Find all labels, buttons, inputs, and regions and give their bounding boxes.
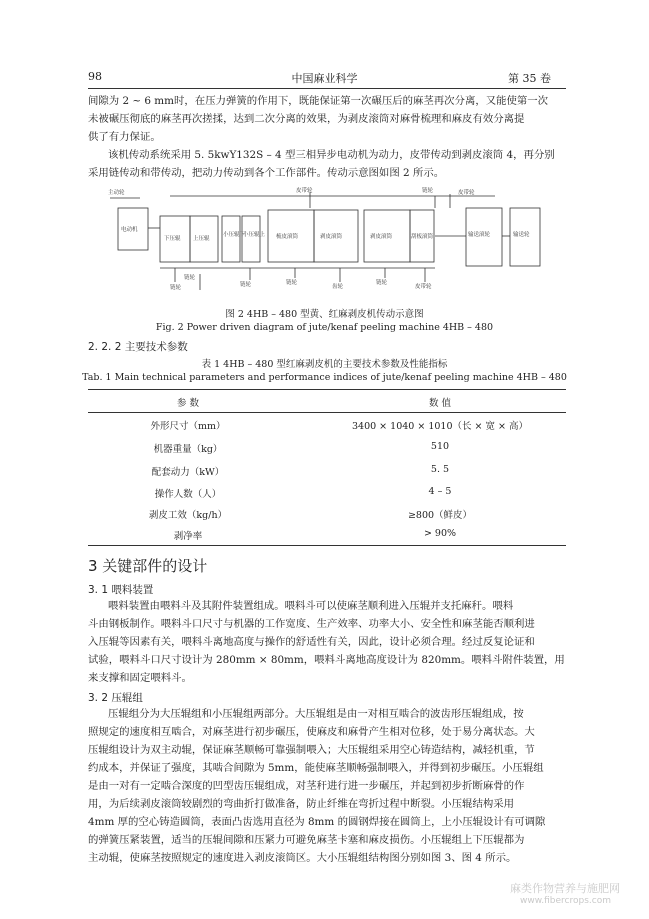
figure-2-caption-en: Fig. 2 Power driven diagram of jute/kenaf peeling machine 4HB – 480 (155, 322, 494, 333)
table-row-6-param: 剥净率 (173, 531, 203, 542)
section-32-line-8: 的弹簧压紧装置，适当的压辊间隙和压紧力可避免麻茎卡塞和麻皮损伤。小压辊组上下压辊都为 (88, 834, 525, 846)
diagram-label-bottom-1: 链轮 (170, 285, 182, 291)
section-222-heading: 2. 2. 2 主要技术参数 (88, 341, 188, 353)
section-32-line-1: 压辊组分为大压辊组和小压辊组两部分。大压辊组是由一对相互啮合的波齿形压辊组成，按 (108, 708, 524, 720)
paragraph-2-line-1: 该机传动系统采用 5. 5kwY132S – 4 型三相异步电动机为动力，皮带传动到剥皮滚筒 4，再分别 (108, 149, 555, 161)
section-32-line-9: 主动辊，使麻茎按照规定的速度进入剥皮滚筒区。大小压辊组结构图分别如图 3、图 4 所示。 (88, 852, 517, 864)
section-31-line-1: 喂料装置由喂料斗及其附件装置组成。喂料斗可以使麻茎顺利进入压辊并支托麻秆。喂料 (108, 600, 514, 612)
section-32-line-4: 约成本，并保证了强度，其啮合间隙为 5mm，能使麻茎顺畅强制喂入，并得到初步碾压。小压辊组 (88, 762, 544, 774)
diagram-label-box-9: 输送滚轮 (468, 232, 491, 238)
header-rule (88, 88, 566, 89)
diagram-label-box-5: 梳皮滚筒 (276, 234, 299, 240)
diagram-label-bottom-6: 链轮 (376, 280, 388, 286)
table-header-rule (88, 412, 566, 413)
table-row-1-value: 3400 × 1040 × 1010（长 × 宽 × 高） (351, 421, 529, 432)
section-32-line-6: 用，为后续剥皮滚筒较剧烈的弯曲折打做准备，防止纤维在弯折过程中断裂。小压辊结构采用 (88, 798, 515, 810)
paragraph-2-line-2: 采用链传动和带传动，把动力传动到各个工作部件。传动示意图如图 2 所示。 (88, 167, 445, 179)
watermark-line-2: www.fibercrops.com (520, 896, 611, 906)
section-32-line-3: 压辊组设计为双主动辊，保证麻茎顺畅可靠强制喂入；大压辊组采用空心铸造结构，减轻机重，节 (88, 744, 535, 756)
section-31-line-5: 来支撑和固定喂料斗。 (88, 672, 192, 684)
diagram-label-box-6: 剥皮滚筒 (320, 234, 343, 240)
table-row-5-value: ≥800（鲜皮） (407, 510, 473, 521)
diagram-label-box-8: 刮板滚筒 (411, 234, 434, 240)
table-row-3-param: 配套动力（kW） (151, 467, 225, 478)
table-row-4-param: 操作人数（人） (154, 489, 222, 500)
section-32-line-5: 是由一对有一定啮合深度的凹型齿压辊组成，对茎秆进行进一步碾压，并起到初步折断麻骨的作 (88, 780, 525, 792)
table-header-param: 参 数 (176, 398, 200, 409)
table-1-caption-cn: 表 1 4HB – 480 型红麻剥皮机的主要技术参数及性能指标 (201, 359, 448, 370)
diagram-label-box-2: 上压辊 (193, 236, 210, 242)
diagram-label-box-4: 小压辊上 (243, 232, 266, 238)
section-31-line-4: 试验，喂料斗口尺寸设计为 280mm × 80mm，喂料斗离地高度设计为 820mm。喂料斗附件装置，用 (88, 654, 565, 666)
diagram-label-bottom-7: 皮带轮 (415, 284, 432, 290)
table-row-2-param: 机器重量（kg） (153, 444, 223, 455)
table-1-caption-en: Tab. 1 Main technical parameters and performance indices of jute/kenaf peeling machine 4HB – 480 (82, 372, 567, 383)
table-header-value: 数 值 (428, 398, 452, 409)
diagram-label-top-mid: 皮带轮 (296, 188, 313, 194)
journal-title: 中国麻业科学 (291, 72, 358, 85)
diagram-label-top-right-1: 链轮 (422, 188, 434, 194)
diagram-label-motor: 电动机 (121, 227, 138, 233)
table-row-1-param: 外形尺寸（mm） (150, 421, 226, 432)
volume-label: 第 35 卷 (508, 72, 551, 85)
figure-2-caption-cn: 图 2 4HB – 480 型黄、红麻剥皮机传动示意图 (225, 309, 424, 320)
watermark-line-1: 麻类作物营养与施肥网 (510, 882, 620, 895)
section-3-heading: 3 关键部件的设计 (88, 557, 208, 575)
diagram-label-bottom-2: 链轮 (184, 275, 196, 281)
table-top-rule (88, 389, 566, 390)
diagram-label-box-3: 小压辊下 (223, 232, 246, 238)
table-row-6-value: > 90% (423, 528, 457, 539)
section-31-heading: 3. 1 喂料装置 (88, 584, 154, 596)
table-bottom-rule (88, 545, 566, 546)
diagram-label-main-wheel: 主动轮 (108, 190, 125, 196)
section-31-line-3: 入压辊等因素有关，喂料斗离地高度与操作的舒适性有关，因此，设计必须合理。经过反复论证和 (88, 636, 535, 648)
diagram-label-top-right-2: 皮带轮 (458, 190, 475, 196)
diagram-label-box-10: 输送轮 (513, 232, 530, 238)
paragraph-1-line-2: 未被碾压彻底的麻茎再次搓揉，达到二次分离的效果，为剥皮滚筒对麻骨梳理和麻皮有效分离提 (88, 113, 525, 125)
table-row-4-value: 4 – 5 (428, 486, 452, 497)
section-32-line-7: 4mm 厚的空心铸造圆筒，表面凸齿选用直径为 8mm 的圆钢焊接在圆筒上，上小压辊设计有可调隙 (88, 816, 546, 828)
table-row-5-param: 剥皮工效（kg/h） (148, 510, 228, 521)
diagram-label-bottom-4: 链轮 (286, 280, 298, 286)
diagram-label-box-7: 剥皮滚筒 (370, 234, 393, 240)
transmission-diagram (100, 186, 550, 296)
diagram-label-bottom-3: 链轮 (240, 282, 252, 288)
table-row-3-value: 5. 5 (430, 464, 450, 475)
section-32-heading: 3. 2 压辊组 (88, 692, 143, 704)
section-32-line-2: 照规定的速度相互啮合，对麻茎进行初步碾压，使麻皮和麻骨产生相对位移，处于易分离状态。大 (88, 726, 535, 738)
paragraph-1-line-1: 间隙为 2 ~ 6 mm时，在压力弹簧的作用下，既能保证第一次碾压后的麻茎再次分离，又能使第一次 (88, 95, 549, 107)
diagram-label-bottom-5: 齿轮 (332, 284, 344, 290)
paragraph-1-line-3: 供了有力保证。 (88, 131, 161, 143)
diagram-label-box-1: 下压辊 (164, 236, 181, 242)
table-row-2-value: 510 (430, 441, 450, 452)
page-number: 98 (88, 70, 102, 83)
section-31-line-2: 斗由钢板制作。喂料斗口尺寸与机器的工作宽度、生产效率、功率大小、安全性和麻茎能否顺利进 (88, 618, 535, 630)
